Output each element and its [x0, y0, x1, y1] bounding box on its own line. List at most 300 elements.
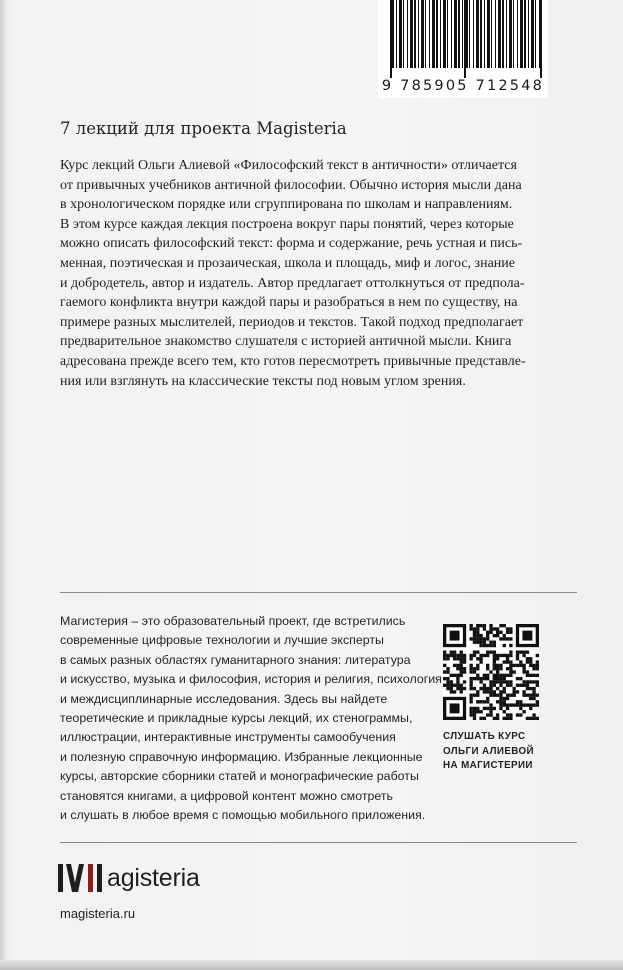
qr-module [479, 637, 482, 640]
qr-caption-line: ОЛЬГИ АЛИЕВОЙ [443, 745, 534, 757]
about-line: курсы, авторские сборники статей и монографические работы [60, 769, 419, 784]
qr-module [469, 664, 472, 667]
about-line: теоретические и прикладные курсы лекций, их стенограммы, [60, 711, 413, 726]
qr-module [522, 670, 525, 673]
qr-module [493, 664, 496, 667]
qr-module [456, 684, 459, 687]
qr-module [483, 644, 486, 647]
description-line: примере разных мыслителей, периодов и текстов. Такой подход предполагает [60, 314, 524, 330]
qr-module [503, 710, 506, 713]
qr-module [503, 690, 506, 693]
qr-module [473, 687, 476, 690]
qr-module [479, 700, 482, 703]
magisteria-logo [58, 858, 200, 898]
qr-module [516, 684, 519, 687]
qr-module [532, 717, 535, 720]
qr-module [483, 700, 486, 703]
qr-module [460, 667, 463, 670]
qr-module [522, 667, 525, 670]
qr-module [509, 703, 512, 706]
qr-module [499, 674, 502, 677]
qr-module [469, 670, 472, 673]
qr-module [489, 680, 492, 683]
qr-module [493, 634, 496, 637]
qr-module [450, 703, 460, 713]
qr-module [483, 654, 486, 657]
qr-module [453, 674, 456, 677]
qr-module [526, 684, 529, 687]
qr-module [446, 654, 449, 657]
qr-module [486, 697, 489, 700]
qr-module [536, 703, 539, 706]
qr-module [516, 650, 519, 653]
qr-module [460, 684, 463, 687]
qr-module [489, 670, 492, 673]
qr-module [473, 707, 476, 710]
qr-module [476, 677, 479, 680]
qr-module [489, 631, 492, 634]
magisteria-logo-text: agisteria [107, 863, 200, 892]
cover-bottom-edge [0, 960, 623, 970]
qr-module [476, 674, 479, 677]
qr-module [483, 674, 486, 677]
qr-module [483, 637, 486, 640]
qr-module [503, 660, 506, 663]
qr-module [489, 690, 492, 693]
qr-module [493, 694, 496, 697]
qr-module [519, 703, 522, 706]
description-line: и добродетель, автор и издатель. Автор предлагает оттолкнуться от предпола- [60, 275, 525, 291]
qr-module [503, 634, 506, 637]
qr-module [496, 700, 499, 703]
qr-module [522, 684, 525, 687]
qr-module [473, 637, 476, 640]
qr-module [476, 641, 479, 644]
qr-module [483, 707, 486, 710]
qr-module [532, 703, 535, 706]
qr-module [476, 637, 479, 640]
qr-module [522, 650, 525, 653]
qr-module [453, 690, 456, 693]
qr-module [460, 654, 463, 657]
qr-module [486, 687, 489, 690]
qr-module [493, 680, 496, 683]
qr-module [486, 667, 489, 670]
qr-module [479, 687, 482, 690]
qr-module [496, 713, 499, 716]
qr-module [463, 657, 466, 660]
qr-module [493, 684, 496, 687]
description-line: ния или взглянуть на классические тексты под новым углом зрения. [60, 373, 466, 389]
qr-module [499, 690, 502, 693]
qr-module [522, 631, 532, 641]
qr-module [516, 664, 519, 667]
qr-module [469, 694, 472, 697]
qr-module [499, 654, 502, 657]
about-line: Магистерия – это образовательный проект, где встретились [60, 614, 406, 628]
qr-module [529, 687, 532, 690]
qr-module [489, 694, 492, 697]
qr-module [486, 713, 489, 716]
qr-module [506, 707, 509, 710]
qr-module [509, 654, 512, 657]
qr-module [529, 657, 532, 660]
qr-module [489, 684, 492, 687]
qr-module [506, 654, 509, 657]
qr-module [456, 667, 459, 670]
qr-module [443, 650, 446, 653]
qr-module [499, 624, 502, 627]
qr-module [536, 654, 539, 657]
qr-module [526, 670, 529, 673]
qr-module [446, 677, 449, 680]
qr-module [469, 687, 472, 690]
qr-module [519, 700, 522, 703]
qr-module [509, 684, 512, 687]
about-line: и полезную справочную информацию. Избранные лекционные [60, 749, 423, 764]
qr-module [460, 657, 463, 660]
qr-caption-line: НА МАГИСТЕРИИ [443, 760, 533, 771]
qr-module [536, 660, 539, 663]
qr-module [509, 637, 512, 640]
qr-module [536, 664, 539, 667]
qr-module [479, 680, 482, 683]
qr-module [493, 627, 496, 630]
qr-module [513, 664, 516, 667]
qr-module [469, 677, 472, 680]
qr-module [516, 677, 519, 680]
qr-module [456, 687, 459, 690]
qr-module [499, 697, 502, 700]
qr-module [532, 713, 535, 716]
qr-module [519, 660, 522, 663]
website-link[interactable]: magisteria.ru [60, 906, 136, 921]
qr-module [529, 697, 532, 700]
qr-module [493, 644, 496, 647]
qr-module [509, 650, 512, 653]
qr-module [493, 650, 496, 653]
qr-module [479, 710, 482, 713]
qr-module [450, 690, 453, 693]
qr-module [499, 631, 502, 634]
qr-module [506, 660, 509, 663]
qr-module [536, 680, 539, 683]
qr-module [532, 697, 535, 700]
qr-module [463, 680, 466, 683]
qr-module [493, 660, 496, 663]
qr-module [489, 713, 492, 716]
qr-module [473, 694, 476, 697]
qr-module [463, 687, 466, 690]
qr-module [460, 687, 463, 690]
qr-module [522, 690, 525, 693]
qr-module [460, 690, 463, 693]
qr-module [532, 680, 535, 683]
qr-module [509, 674, 512, 677]
qr-module [473, 631, 476, 634]
qr-module [473, 713, 476, 716]
qr-module [509, 660, 512, 663]
qr-module [493, 641, 496, 644]
qr-module [503, 717, 506, 720]
qr-module [503, 677, 506, 680]
qr-module [483, 690, 486, 693]
qr-module [493, 654, 496, 657]
qr-module [529, 680, 532, 683]
description-line: можно описать философский текст: форма и содержание, речь устная и пись- [60, 236, 523, 252]
qr-module [503, 703, 506, 706]
qr-module [463, 660, 466, 663]
qr-module [479, 654, 482, 657]
qr-module [453, 657, 456, 660]
qr-module [509, 713, 512, 716]
qr-module [499, 700, 502, 703]
qr-module [453, 684, 456, 687]
qr-module [509, 664, 512, 667]
qr-code-graphic [443, 624, 539, 720]
qr-module [506, 684, 509, 687]
project-about [60, 612, 442, 825]
qr-caption [443, 730, 583, 774]
qr-module [476, 710, 479, 713]
qr-module [529, 660, 532, 663]
qr-module [453, 654, 456, 657]
qr-module [506, 657, 509, 660]
qr-module [506, 703, 509, 706]
qr-module [456, 680, 459, 683]
qr-module [489, 650, 492, 653]
qr-module [473, 650, 476, 653]
qr-module [513, 670, 516, 673]
qr-module [486, 650, 489, 653]
qr-module [522, 654, 525, 657]
qr-module [516, 703, 519, 706]
qr-module [526, 657, 529, 660]
qr-module [496, 677, 499, 680]
qr-module [506, 674, 509, 677]
qr-module [509, 670, 512, 673]
qr-module [486, 654, 489, 657]
qr-module [476, 694, 479, 697]
qr-module [503, 697, 506, 700]
qr-module [529, 717, 532, 720]
qr-module [450, 687, 453, 690]
qr-module [473, 667, 476, 670]
qr-module [496, 634, 499, 637]
qr-module [532, 664, 535, 667]
qr-module [469, 713, 472, 716]
qr-module [516, 657, 519, 660]
qr-module [479, 677, 482, 680]
magisteria-logo-mark-icon [58, 862, 106, 894]
about-line: иллюстрации, интерактивные инструменты самообучения [60, 730, 396, 745]
qr-module [460, 664, 463, 667]
qr-module [496, 694, 499, 697]
qr-module [489, 707, 492, 710]
qr-module [469, 710, 472, 713]
qr-module [460, 660, 463, 663]
qr-module [506, 694, 509, 697]
qr-module [526, 680, 529, 683]
qr-code[interactable] [443, 624, 539, 720]
barcode-digits: 9 785905 712548 [381, 78, 545, 94]
qr-module [516, 713, 519, 716]
qr-module [450, 654, 453, 657]
qr-module [473, 717, 476, 720]
qr-module [476, 667, 479, 670]
qr-module [522, 710, 525, 713]
qr-module [503, 644, 506, 647]
qr-module [446, 667, 449, 670]
qr-module [486, 674, 489, 677]
qr-module [479, 644, 482, 647]
qr-module [453, 664, 456, 667]
qr-module [536, 684, 539, 687]
qr-module [532, 690, 535, 693]
qr-module [450, 680, 453, 683]
qr-module [526, 660, 529, 663]
qr-module [529, 694, 532, 697]
qr-module [526, 674, 529, 677]
qr-module [496, 680, 499, 683]
qr-module [456, 677, 459, 680]
qr-module [536, 674, 539, 677]
qr-module [522, 694, 525, 697]
about-line: в самых разных областях гуманитарного знания: литература [60, 652, 411, 667]
qr-module [469, 657, 472, 660]
qr-module [469, 624, 472, 627]
barcode-guard-middle [464, 0, 466, 78]
qr-module [532, 674, 535, 677]
qr-module [486, 637, 489, 640]
qr-module [446, 670, 449, 673]
qr-module [516, 690, 519, 693]
qr-module [443, 654, 446, 657]
qr-module [493, 667, 496, 670]
description-line: в хронологическом порядке или сгруппирована по школам и направлениям. [60, 197, 513, 213]
qr-module [513, 694, 516, 697]
qr-module [446, 680, 449, 683]
qr-module [496, 654, 499, 657]
qr-module [496, 717, 499, 720]
qr-module [499, 680, 502, 683]
qr-module [536, 667, 539, 670]
page-heading: 7 лекций для проекта Magisteria [60, 119, 347, 138]
qr-module [473, 627, 476, 630]
qr-module [469, 700, 472, 703]
qr-module [493, 677, 496, 680]
qr-module [503, 680, 506, 683]
qr-module [493, 674, 496, 677]
qr-module [486, 634, 489, 637]
qr-module [522, 680, 525, 683]
qr-module [443, 670, 446, 673]
qr-module [489, 710, 492, 713]
qr-module [456, 664, 459, 667]
qr-module [476, 657, 479, 660]
qr-module [489, 687, 492, 690]
qr-caption-line: СЛУШАТЬ КУРС [443, 731, 526, 742]
qr-module [526, 717, 529, 720]
qr-module [483, 717, 486, 720]
qr-module [513, 690, 516, 693]
qr-module [529, 707, 532, 710]
qr-module [476, 664, 479, 667]
qr-module [476, 624, 479, 627]
barcode-bars [392, 0, 542, 68]
description-line: менная, поэтическая и прозаическая, школа и площадь, миф и логос, знание [60, 255, 515, 271]
isbn-barcode [378, 0, 548, 98]
qr-module [532, 687, 535, 690]
qr-module [469, 697, 472, 700]
qr-module [506, 627, 509, 630]
qr-module [522, 703, 525, 706]
qr-module [503, 637, 506, 640]
qr-module [476, 627, 479, 630]
barcode-guard-right [540, 0, 542, 78]
qr-module [469, 627, 472, 630]
qr-module [516, 700, 519, 703]
qr-module [460, 674, 463, 677]
qr-module [529, 703, 532, 706]
qr-module [483, 624, 486, 627]
qr-module [513, 703, 516, 706]
about-line: и слушать в любое время с помощью мобильного приложения. [60, 808, 426, 823]
qr-module [473, 654, 476, 657]
qr-module [473, 670, 476, 673]
qr-module [499, 684, 502, 687]
qr-module [479, 624, 482, 627]
qr-module [509, 667, 512, 670]
qr-module [509, 680, 512, 683]
qr-module [503, 674, 506, 677]
qr-module [483, 641, 486, 644]
qr-module [486, 664, 489, 667]
qr-module [450, 650, 453, 653]
qr-module [496, 687, 499, 690]
qr-module [446, 687, 449, 690]
description-line: гаемого конфликта внутри каждой пары и разобраться в нем по существу, на [60, 295, 518, 311]
qr-module [469, 654, 472, 657]
cover-left-edge [0, 0, 6, 970]
qr-module [469, 680, 472, 683]
qr-module [496, 631, 499, 634]
qr-module [469, 667, 472, 670]
qr-module [519, 677, 522, 680]
qr-module [476, 700, 479, 703]
qr-module [529, 674, 532, 677]
qr-module [493, 690, 496, 693]
qr-module [499, 667, 502, 670]
qr-module [496, 670, 499, 673]
qr-module [473, 677, 476, 680]
qr-module [519, 713, 522, 716]
qr-module [519, 684, 522, 687]
qr-module [463, 670, 466, 673]
qr-module [463, 667, 466, 670]
qr-module [489, 641, 492, 644]
qr-module [456, 674, 459, 677]
qr-module [499, 707, 502, 710]
qr-module [460, 650, 463, 653]
qr-module [446, 657, 449, 660]
qr-module [536, 717, 539, 720]
qr-module [483, 677, 486, 680]
qr-module [493, 717, 496, 720]
qr-module [460, 670, 463, 673]
qr-module [450, 631, 460, 641]
qr-module [496, 664, 499, 667]
